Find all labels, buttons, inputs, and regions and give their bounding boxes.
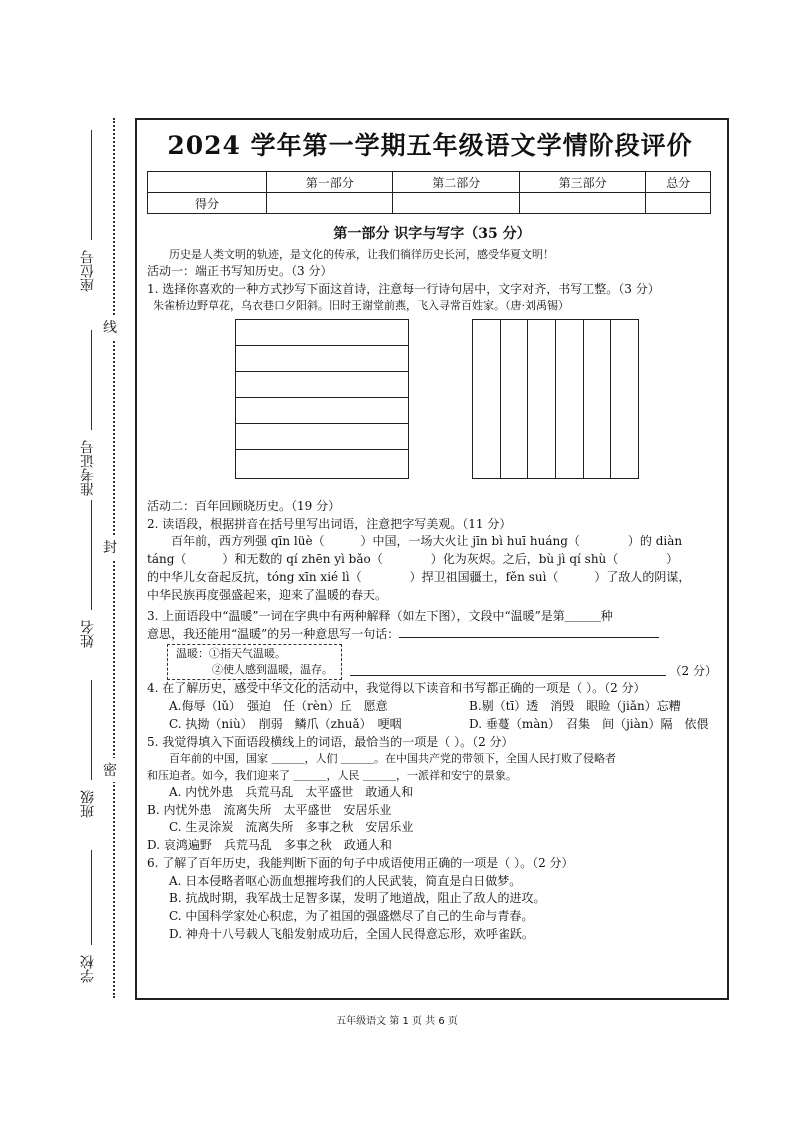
seal-char-seal: 封 [103, 535, 117, 559]
q5-text-2: 和压迫者。如今，我们迎来了 ＿＿＿，人民 ＿＿＿，一派祥和安宁的景象。 [147, 768, 517, 782]
question-2: 2. 读语段，根据拼音在括号里写出词语，注意把字写美观。（11 分） [147, 516, 512, 531]
q4-option-a: A.侮辱（lǔ） 强迫 任（rèn）丘 愿意 [169, 699, 388, 714]
question-6: 6. 了解了百年历史，我能判断下面的句子中成语使用正确的一项是（ ）。（2 分） [147, 855, 574, 870]
q5-options [147, 784, 717, 855]
score-header-total: 总分 [646, 172, 711, 193]
activity2-title: 活动二：百年回顾晓历史。（19 分） [147, 498, 341, 513]
q6-option-d: D. 神舟十八号载人飞船发射成功后，全国人民得意忘形，欢呼雀跃。 [169, 926, 534, 941]
score-cell-part3[interactable] [519, 193, 645, 214]
seat-number-line [91, 130, 92, 240]
school-label: 学校 [80, 955, 96, 983]
q3-answer-line-2[interactable] [350, 675, 666, 676]
score-cell-total[interactable] [646, 193, 711, 214]
score-header-empty [148, 172, 267, 193]
q2-line-4: 中华民族再度强盛起来，迎来了温暖的春天。 [147, 587, 388, 602]
page-footer: 五年级语文 第 1 页 共 6 页 [336, 1016, 458, 1027]
name-line [91, 500, 92, 610]
vertical-writing-grid[interactable] [472, 319, 639, 479]
exam-number-line [91, 330, 92, 430]
exam-title: 2024 学年第一学期五年级语文学情阶段评价 [167, 131, 693, 160]
exam-number-label: 准考证号 [80, 440, 96, 496]
q5-text-1: 百年前的中国，国家 ＿＿＿，人们 ＿＿＿。在中国共产党的带领下，全国人民打败了侵略者 [169, 752, 616, 766]
dictionary-box [167, 644, 342, 681]
score-cell-part2[interactable] [393, 193, 519, 214]
class-line [91, 680, 92, 780]
score-header-part3: 第三部分 [519, 172, 645, 193]
seal-char-secret: 密 [103, 758, 117, 782]
poem-text: 朱雀桥边野草花，乌衣巷口夕阳斜。旧时王谢堂前燕，飞入寻常百姓家。（唐·刘禹锡） [153, 299, 569, 313]
score-header-part2: 第二部分 [393, 172, 519, 193]
question-3-prompt: 意思，我还能用“温暖”的另一种意思写一句话： [147, 627, 400, 641]
section-intro: 历史是人类文明的轨迹，是文化的传承，让我们徜徉历史长河，感受华夏文明！ [169, 247, 554, 261]
score-cell-part1[interactable] [267, 193, 393, 214]
q3-box-row [147, 644, 717, 681]
q3-score: （2 分） [669, 663, 717, 678]
q6-option-c: C. 中国科学家处心积虑，为了祖国的强盛燃尽了自己的生命与青春。 [169, 909, 534, 924]
q5-option-c: C. 生灵涂炭 流离失所 多事之秋 安居乐业 [169, 820, 414, 835]
q5-option-b: B. 内忧外患 流离失所 太平盛世 安居乐业 [147, 802, 392, 817]
q6-option-b: B. 抗战时期，我军战士足智多谋，发明了地道战，阻止了敌人的进攻。 [169, 891, 546, 906]
q4-option-c: C. 执拗（niù） 削弱 鳞爪（zhuǎ） 哽咽 [169, 716, 402, 731]
q2-line-3: 的中华儿女奋起反抗，tóng xīn xié lì（ ）捍卫祖国疆土，fěn suì（ ）了敌人的阴谋， [147, 569, 691, 584]
q4-option-d: D. 垂蔓（màn） 召集 间（jiàn）隔 依偎 [469, 716, 709, 731]
score-row-label: 得分 [148, 193, 267, 214]
section-title: 第一部分 识字与写字（35 分） [333, 226, 531, 242]
class-label: 班级 [80, 790, 96, 818]
question-3-line-1: 3. 上面语段中“温暖”一词在字典中有两种解释（如左下图），文段中“温暖”是第＿＿＿种 [147, 609, 613, 624]
question-4: 4. 在了解历史，感受中华文化的活动中，我觉得以下读音和书写都正确的一项是（ ）。（2 分） [147, 681, 646, 696]
horizontal-writing-grid[interactable] [235, 319, 409, 479]
q4-option-b: B.剔（tī）透 消毁 眼睑（jiǎn）忘糟 [469, 699, 681, 714]
dictionary-def-1: 温暖：①指天气温暖。 [176, 646, 286, 660]
exam-content [147, 224, 717, 944]
q4-options [147, 698, 717, 734]
school-line [91, 850, 92, 945]
q2-line-1: 百年前，西方列强 qīn lüè（ ）中国，一场大火让 jīn bì huī huáng（ ）的 diàn [171, 534, 683, 549]
writing-grids [147, 315, 717, 498]
question-5: 5. 我觉得填入下面语段横线上的词语，最恰当的一项是（ ）。（2 分） [147, 734, 514, 749]
score-table [147, 171, 711, 214]
q6-option-a: A. 日本侵略者呕心沥血想摧垮我们的人民武装，简直是白日做梦。 [169, 873, 522, 888]
q3-answer-line[interactable] [399, 637, 659, 638]
q2-line-2: táng（ ）和无数的 qí zhēn yì bǎo（ ）化为灰烬。之后，bù jì qí shù（ ） [147, 552, 679, 566]
seat-number-label: 座位号 [80, 250, 96, 292]
q5-option-d: D. 哀鸿遍野 兵荒马乱 多事之秋 政通人和 [147, 838, 392, 853]
activity1-title: 活动一：端正书写知历史。（3 分） [147, 263, 333, 278]
score-header-part1: 第一部分 [267, 172, 393, 193]
name-label: 姓名 [80, 620, 96, 648]
question-1: 1. 选择你喜欢的一种方式抄写下面这首诗，注意每一行诗句居中，文字对齐，书写工整。（3 分） [147, 281, 660, 296]
question-3-line-2 [147, 626, 717, 644]
dictionary-def-2: ②使人感到温暖，温存。 [212, 663, 333, 677]
q5-option-a: A. 内忧外患 兵荒马乱 太平盛世 敢通人和 [169, 784, 414, 799]
seal-char-line: 线 [103, 315, 117, 339]
